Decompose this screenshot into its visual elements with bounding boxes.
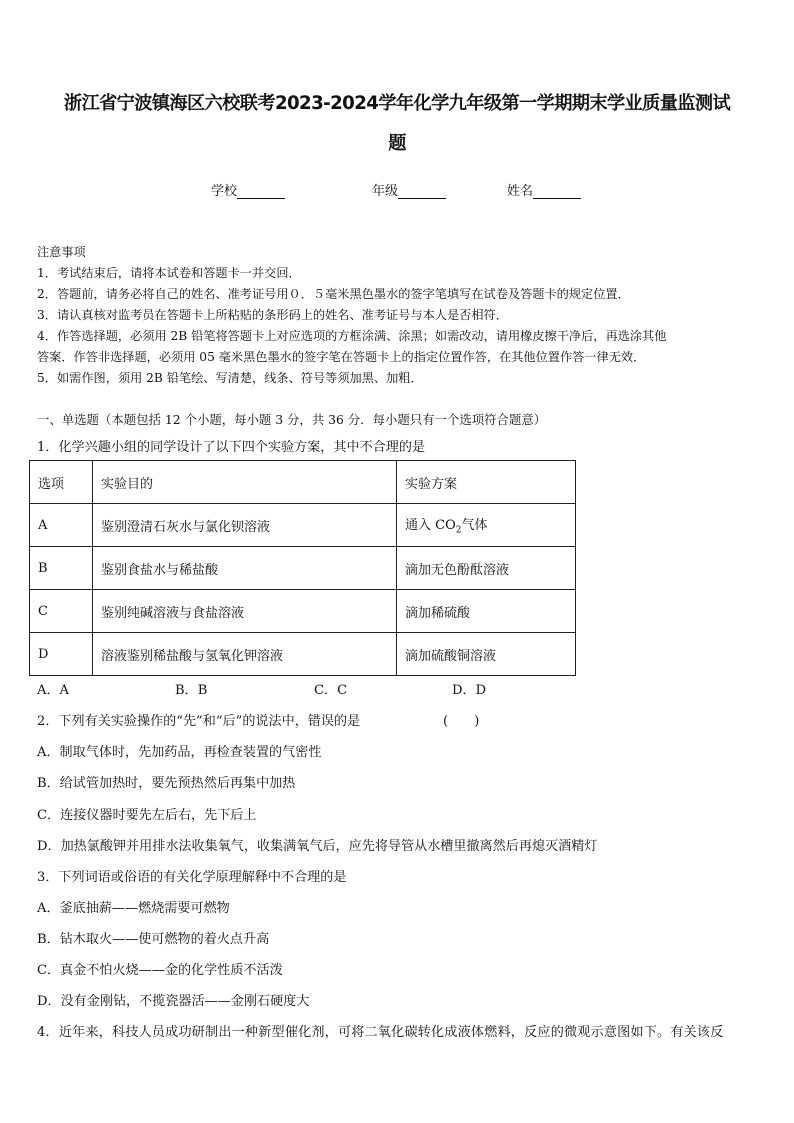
q3-option-c: C．真金不怕火烧——金的化学性质不活泼 (37, 963, 283, 978)
row-purpose: 鉴别纯碱溶液与食盐溶液 (93, 590, 397, 633)
name-label: 姓名 (507, 184, 534, 199)
note-item: 3．请认真核对监考员在答题卡上所粘贴的条形码上的姓名、准考证号与本人是否相符． (37, 308, 508, 322)
school-label: 学校 (211, 184, 238, 199)
row-option: B (30, 547, 93, 590)
title-line-1: 浙江省宁波镇海区六校联考2023-2024学年化学九年级第一学期期末学业质量监测试 (63, 93, 731, 114)
q2-option-c: C．连接仪器时要先左后右，先下后上 (37, 808, 257, 823)
plan-text: 通入 CO (405, 518, 456, 534)
q3-option-b: B．钻木取火——使可燃物的着火点升高 (37, 932, 270, 947)
note-item: 4．作答选择题，必须用 2B 铅笔将答题卡上对应选项的方框涂满、涂黑；如需改动，请用橡皮擦干净后，再选涂其他 (37, 329, 667, 343)
row-plan: 滴加无色酚酞溶液 (397, 547, 576, 590)
q2-option-a: A．制取气体时，先加药品，再检查装置的气密性 (37, 745, 322, 760)
q1-choice-a: A．A (37, 683, 70, 698)
notes-heading: 注意事项 (37, 245, 86, 259)
q4-stem: 4．近年来，科技人员成功研制出一种新型催化剂，可将二氧化碳转化成液体燃料，反应的微观示意图如下。有关该反 (37, 1025, 724, 1040)
row-plan: 滴加硫酸铜溶液 (397, 633, 576, 676)
row-plan (397, 504, 576, 547)
row-purpose: 鉴别食盐水与稀盐酸 (93, 547, 397, 590)
header-plan: 实验方案 (397, 461, 576, 504)
name-field (507, 180, 581, 199)
school-blank (237, 186, 285, 199)
row-option: D (30, 633, 93, 676)
grade-blank (398, 186, 446, 199)
row-purpose: 溶液鉴别稀盐酸与氢氧化钾溶液 (93, 633, 397, 676)
q3-option-d: D．没有金刚钻，不揽瓷器活——金刚石硬度大 (37, 994, 310, 1009)
row-option: C (30, 590, 93, 633)
notes-section (37, 242, 762, 389)
table-row (30, 633, 576, 676)
table-row (30, 504, 576, 547)
name-blank (533, 186, 581, 199)
q2-option-d: D．加热氯酸钾并用排水法收集氧气，收集满氧气后，应先将导管从水槽里撤离然后再熄灭酒精灯 (37, 839, 598, 854)
q1-choice-b: B．B (175, 683, 208, 698)
table-row (30, 590, 576, 633)
page-title (30, 84, 764, 164)
school-field (211, 180, 285, 199)
q2-answer-bracket: ( ) (443, 714, 480, 729)
q1-choice-c: C．C (314, 683, 348, 698)
row-option: A (30, 504, 93, 547)
q1-choice-d: D．D (452, 683, 487, 698)
section-heading: 一、单选题（本题包括 12 个小题，每小题 3 分，共 36 分．每小题只有一个选项符合题意） (37, 412, 547, 427)
note-item: 答案．作答非选择题，必须用 05 毫米黑色墨水的签字笔在答题卡上的指定位置作答，在其他位置作答一律无效． (37, 350, 646, 364)
grade-label: 年级 (372, 184, 399, 199)
q2-stem: 2．下列有关实验操作的“先”和“后”的说法中，错误的是 (37, 714, 361, 729)
title-line-2: 题 (388, 133, 406, 154)
q1-stem: 1．化学兴趣小组的同学设计了以下四个实验方案，其中不合理的是 (37, 440, 426, 455)
note-item: 2．答题前，请务必将自己的姓名、准考证号用０．５毫米黑色墨水的签字笔填写在试卷及答题卡的规定位置． (37, 287, 630, 301)
row-purpose: 鉴别澄清石灰水与氯化钡溶液 (93, 504, 397, 547)
q3-stem: 3．下列词语或俗语的有关化学原理解释中不合理的是 (37, 870, 347, 885)
note-item: 5．如需作图，须用 2B 铅笔绘、写清楚，线条、符号等须加黑、加粗． (37, 371, 423, 385)
grade-field (372, 180, 446, 199)
q1-table (29, 460, 576, 676)
q2-option-b: B．给试管加热时，要先预热然后再集中加热 (37, 776, 296, 791)
row-plan: 滴加稀硫酸 (397, 590, 576, 633)
plan-text-end: 气体 (461, 518, 488, 534)
q3-option-a: A．釜底抽薪——燃烧需要可燃物 (37, 901, 230, 916)
header-option: 选项 (30, 461, 93, 504)
note-item: 1．考试结束后，请将本试卷和答题卡一并交回． (37, 266, 301, 280)
table-header-row (30, 461, 576, 504)
table-row (30, 547, 576, 590)
plan-subscript: 2 (455, 525, 462, 536)
header-purpose: 实验目的 (93, 461, 397, 504)
